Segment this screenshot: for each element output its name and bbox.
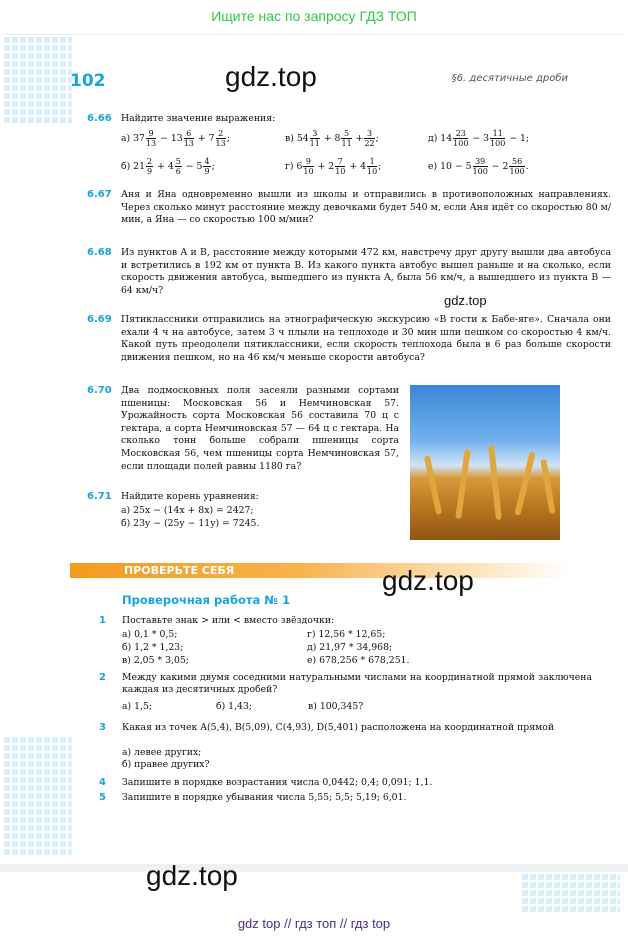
grid-decoration: [2, 735, 72, 855]
expression-e: е) 10 − 5 $\frac{39}{100}$ − 2 $\frac{56}{100}$ .: [428, 157, 529, 176]
check-yourself-banner: [70, 563, 570, 578]
task-text: Из пунктов A и B, расстояние между которыми 472 км, навстречу друг другу вышли два автобуса и встретились в 192 км от пункта B. Из какого пункта автобус вышел раньше и на сколько, если скорость движения автобуса, вышедшего из пункта A, была 56 км/ч, а вышедшего из пункта B — 64 км/ч?: [121, 247, 611, 296]
q1-g: г) 12,56 * 12,65;: [307, 629, 386, 640]
check-yourself-title: ПРОВЕРЬТЕ СЕБЯ: [124, 564, 235, 577]
grid-decoration: [520, 872, 620, 912]
equation-a: а) 25x − (14x + 8x) = 2427;: [121, 505, 254, 516]
grid-decoration: [2, 35, 72, 125]
watermark: gdz.top: [225, 61, 317, 92]
task-text: Найдите значение выражения:: [121, 113, 276, 124]
expression-g: г) 6 $\frac{9}{10}$ + 2 $\frac{7}{10}$ + 4 $\frac{1}{10}$ ;: [285, 157, 382, 176]
watermark: gdz.top: [382, 565, 474, 596]
textbook-page: 102 §6. десятичные дроби gdz.top 6.66 Найдите значение выражения: а) 37 $\frac{9}{13}$ − 13 $\frac{6}{13}$ + 7 $\frac{2}{13}$ ; в) 54 $\frac{3}{11}$ + 8 $\frac{5}{11}$ + $\frac{3}{22}$ ; д) 14 $\frac{23}{100}$ − 3 $\frac{11}{100}$ − 1; б) 21 $\frac{2}{9}$ + 4 $\frac{5}{6}$ − 5 $\frac{4}{9}$ ; г) 6 $\frac{9}{10}$ + 2 $\frac{7}{10}$ + 4 $\frac{1}{10}$ ; е) 10 − 5 $\frac{39}{100}$ − 2 $\frac{56}{100}$ . 6.67 Аня и Яна одновременно вышли из школы и отправились в противоположных направлениях. Через сколько минут расстояние между девочками будет 540 м, если Аня идёт со скоростью 80 м/мин, а Яна — со скоростью 100 м/мин? 6.68 Из пунктов A и B, расстояние между которыми 472 км, навстречу друг другу вышли два автобуса и встретились в 192 км от пункта B. Из какого пункта автобус вышел раньше и на сколько, если скорость движения автобуса, вышедшего из пункта A, была 56 км/ч, а вышедшего из пункта B — 64 км/ч? gdz.top 6.69 Пятиклассники отправились на этнографическую экскурсию «В гости к Бабе-яге». Сначала они ехали 4 ч на автобусе, затем 3 ч плыли на теплоходе и 30 мин шли пешком со скоростью 4 км/ч. Какой путь преодолели пятиклассники, если скорость теплохода была в 6 раз больше скорости движения пешком, но на 46 км/ч меньше скорости автобуса? 6.70 Два подмосковных поля засеяли разными сортами пшеницы: Московская 56 и Немчиновская 57. Урожайность сорта Московская 56 составила 70 ц с гектара, а сорта Немчиновская 57 — 64 ц с гектара. На сколько тонн больше собрали пшеницы сорта Московская 56, чем пшеницы сорта Немчиновская 57, если площади полей равны 1180 га? 6.71 Найдите корень уравнения: а) 25x − (14x + 8x) = 2427; б) 23y − (25y − 11y) = 7245. ПРОВЕРЬТЕ СЕБЯ gdz.top Проверочная работа № 1 1 Поставьте знак > или < вместо звёздочки: а) 0,1 * 0,5; б) 1,2 * 1,23; в) 2,05 * 3,05; г) 12,56 * 12,65; д) 21,97 * 34,968; е) 678,256 * 678,251. 2 Между какими двумя соседними натуральными числами на координатной прямой заключена каждая из десятичных дробей? а) 1,5; б) 1,43; в) 100,345? 3 Какая из точек A(5,4), B(5,09), C(4,93), D(5,401) расположена на координатной прямой а) левее других; б) правее других? 4 Запишите в порядке возрастания числа 0,0442; 0,4; 0,091; 1,1. 5 Запишите в порядке убывания числа 5,55; 5,5; 5,19; 6,01.: [2, 34, 626, 863]
task-number: 6.69: [87, 314, 112, 325]
top-banner[interactable]: Ищите нас по запросу ГДЗ ТОП: [211, 8, 417, 24]
task-number: 6.67: [87, 189, 112, 200]
q1-e: е) 678,256 * 678,251.: [307, 655, 410, 666]
q1-a: а) 0,1 * 0,5;: [122, 629, 178, 640]
q2-b: б) 1,43;: [216, 701, 253, 712]
watermark: gdz.top: [444, 293, 487, 308]
q2-v: в) 100,345?: [308, 701, 364, 712]
expression-b: б) 21 $\frac{2}{9}$ + 4 $\frac{5}{6}$ − 5 $\frac{4}{9}$ ;: [121, 157, 215, 176]
task-text: Пятиклассники отправились на этнографическую экскурсию «В гости к Бабе-яге». Сначала они ехали 4 ч на автобусе, затем 3 ч плыли на теплоходе и 30 мин шли пешком со скоростью 4 км/ч. Какой путь преодолели пятиклассники, если скорость теплохода была в 6 раз больше скорости движения пешком, но на 46 км/ч меньше скорости автобуса?: [121, 314, 611, 363]
bottom-links[interactable]: gdz top // гдз топ // гдз top: [237, 916, 391, 931]
equation-b: б) 23y − (25y − 11y) = 7245.: [121, 518, 260, 529]
q1-b: б) 1,2 * 1,23;: [122, 642, 184, 653]
task-text: Два подмосковных поля засеяли разными сортами пшеницы: Московская 56 и Немчиновская 57. Урожайность сорта Московская 56 составила 70 ц с гектара, а сорта Немчиновская 57 — 64 ц с гектара. На сколько тонн больше собрали пшеницы сорта Московская 56, чем пшеницы сорта Немчиновская 57, если площади полей равны 1180 га?: [121, 385, 399, 472]
page-number: 102: [70, 71, 106, 91]
q3-a: а) левее других;: [122, 747, 202, 758]
task-number: 6.70: [87, 385, 112, 396]
task-number: 6.66: [87, 113, 112, 124]
page-footer-divider: [0, 864, 628, 872]
watermark: gdz.top: [146, 860, 238, 891]
q2-a: а) 1,5;: [122, 701, 153, 712]
task-number: 6.71: [87, 491, 112, 502]
task-text: Найдите корень уравнения:: [121, 491, 259, 502]
expression-v: в) 54 $\frac{3}{11}$ + 8 $\frac{5}{11}$ + $\frac{3}{22}$ ;: [285, 129, 379, 148]
task-number: 6.68: [87, 247, 112, 258]
section-title: §6. десятичные дроби: [451, 73, 568, 84]
q3-b: б) правее других?: [122, 759, 210, 770]
q1-v: в) 2,05 * 3,05;: [122, 655, 189, 666]
task-text: Аня и Яна одновременно вышли из школы и отправились в противоположных направлениях. Через сколько минут расстояние между девочками будет 540 м, если Аня идёт со скоростью 80 м/мин, а Яна — со скоростью 100 м/мин?: [121, 189, 611, 226]
wheat-field-photo: [410, 385, 560, 540]
test-title: Проверочная работа № 1: [122, 593, 291, 607]
q1-d: д) 21,97 * 34,968;: [307, 642, 393, 653]
expression-d: д) 14 $\frac{23}{100}$ − 3 $\frac{11}{100}$ − 1;: [428, 129, 530, 148]
expression-a: а) 37 $\frac{9}{13}$ − 13 $\frac{6}{13}$ + 7 $\frac{2}{13}$ ;: [121, 129, 230, 148]
